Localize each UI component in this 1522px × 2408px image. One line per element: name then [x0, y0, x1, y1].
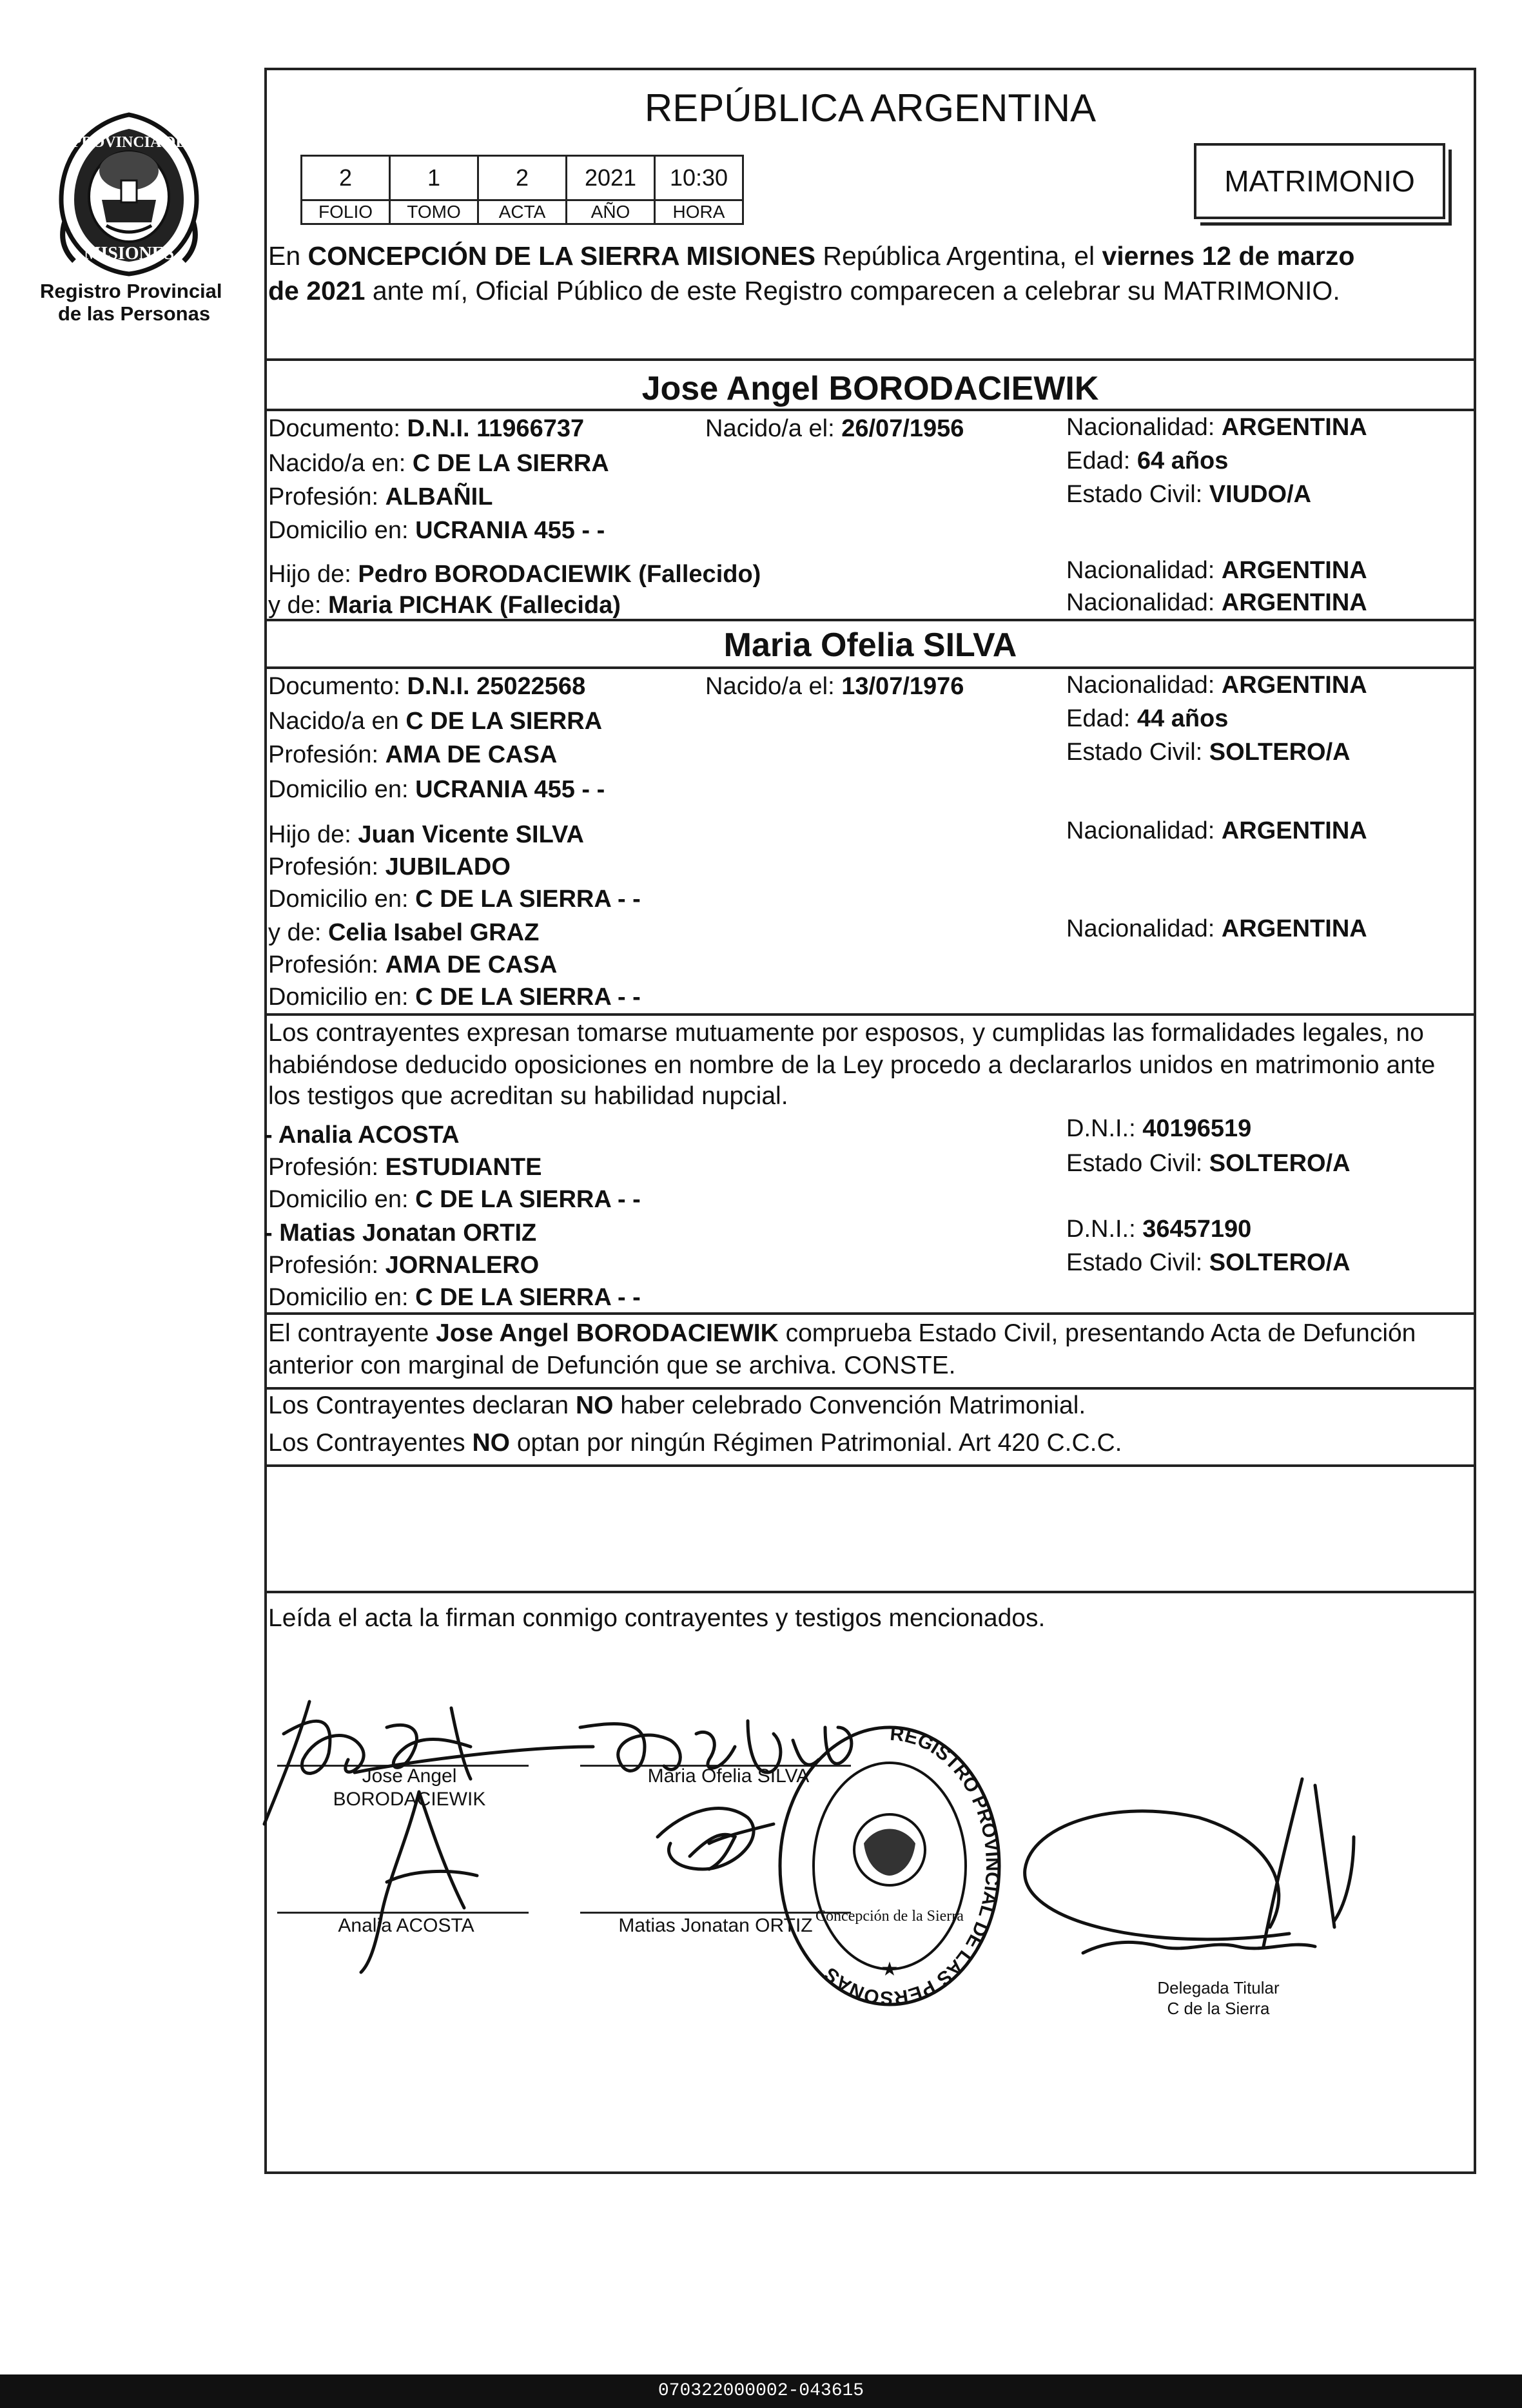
witness2-dni: D.N.I.: 36457190: [1066, 1216, 1252, 1243]
declaration-line3: los testigos que acreditan su habilidad nupcial.: [268, 1082, 788, 1110]
intro-line1: En CONCEPCIÓN DE LA SIERRA MISIONES República Argentina, el viernes 12 de marzo: [268, 241, 1355, 271]
groom-address: Domicilio en: UCRANIA 455 - -: [268, 517, 605, 544]
svg-text:PROVINCIA DE: PROVINCIA DE: [72, 134, 186, 151]
closing-statement: Leída el acta la firman conmigo contrayentes y testigos mencionados.: [268, 1604, 1046, 1632]
groom-signature-label: Jose Angel BORODACIEWIK: [333, 1765, 486, 1810]
svg-text:REGISTRO PROVINCIAL DE LAS PER: REGISTRO PROVINCIAL DE LAS PERSONAS: [820, 1723, 1004, 2009]
bride-birthplace: Nacido/a en C DE LA SIERRA: [268, 708, 603, 735]
acta-value: 2: [478, 156, 567, 200]
witness2-name: - Matias Jonatan ORTIZ: [264, 1219, 537, 1247]
acta-label: ACTA: [478, 200, 567, 224]
groom-nationality: Nacionalidad: ARGENTINA: [1066, 414, 1367, 441]
tomo-value: 1: [390, 156, 478, 200]
folio-label: FOLIO: [302, 200, 390, 224]
anio-value: 2021: [567, 156, 655, 200]
bride-civil-status: Estado Civil: SOLTERO/A: [1066, 739, 1351, 766]
declaration-line1: Los contrayentes expresan tomarse mutuamente por esposos, y cumplidas las formalidades legales, no: [268, 1019, 1424, 1047]
bride-father: Hijo de: Juan Vicente SILVA: [268, 821, 584, 848]
official-title: Delegada Titular: [1157, 1978, 1280, 1997]
bride-mother-profession: Profesión: AMA DE CASA: [268, 951, 558, 978]
groom-document: Documento: D.N.I. 11966737: [268, 415, 585, 442]
tomo-label: TOMO: [390, 200, 478, 224]
bride-birthdate: Nacido/a el: 13/07/1976: [705, 673, 964, 700]
groom-civil-status: Estado Civil: VIUDO/A: [1066, 481, 1312, 508]
official-location: C de la Sierra: [1167, 1999, 1270, 2018]
folio-value: 2: [302, 156, 390, 200]
regime-line2: Los Contrayentes NO optan por ningún Régimen Patrimonial. Art 420 C.C.C.: [268, 1429, 1122, 1457]
record-table: [300, 155, 744, 225]
groom-father-nationality: Nacionalidad: ARGENTINA: [1066, 557, 1367, 584]
divider: [264, 1312, 1476, 1315]
groom-name: Jose Angel BORODACIEWIK: [641, 370, 1099, 407]
witness1-dni: D.N.I.: 40196519: [1066, 1115, 1252, 1142]
witness2-profession: Profesión: JORNALERO: [268, 1252, 540, 1279]
bride-age: Edad: 44 años: [1066, 705, 1229, 732]
bride-document: Documento: D.N.I. 25022568: [268, 673, 586, 700]
declaration-line2: habiéndose deducido oposiciones en nombre de la Ley procedo a declararlos unidos en matrimonio ante: [268, 1051, 1436, 1079]
registry-name-line1: Registro Provincial: [40, 280, 222, 302]
note-line1: El contrayente Jose Angel BORODACIEWIK comprueba Estado Civil, presentando Acta de Defunción: [268, 1319, 1416, 1347]
divider: [264, 358, 1476, 361]
witness1-name: - Analia ACOSTA: [264, 1121, 460, 1149]
divider: [264, 619, 1476, 621]
svg-text:MISIONES: MISIONES: [83, 244, 175, 264]
witness1-profession: Profesión: ESTUDIANTE: [268, 1154, 542, 1181]
intro-line2: de 2021 ante mí, Oficial Público de este Registro comparecen a celebrar su MATRIMONIO.: [268, 276, 1340, 306]
divider: [264, 1013, 1476, 1016]
bride-name: Maria Ofelia SILVA: [723, 626, 1017, 664]
groom-age: Edad: 64 años: [1066, 447, 1229, 474]
bride-signature-label: Maria Ofelia SILVA: [647, 1765, 810, 1787]
groom-birthdate: Nacido/a el: 26/07/1956: [705, 415, 964, 442]
province-seal-logo: [52, 110, 206, 277]
bride-profession: Profesión: AMA DE CASA: [268, 741, 558, 768]
witness2-signature-label: Matias Jonatan ORTIZ: [618, 1915, 813, 1936]
groom-mother-nationality: Nacionalidad: ARGENTINA: [1066, 589, 1367, 616]
groom-birthplace: Nacido/a en: C DE LA SIERRA: [268, 450, 609, 477]
document-code: 070322000002-043615: [0, 2374, 1522, 2408]
bride-mother-nationality: Nacionalidad: ARGENTINA: [1066, 915, 1367, 942]
regime-line1: Los Contrayentes declaran NO haber celebrado Convención Matrimonial.: [268, 1392, 1086, 1419]
star-icon: ★: [881, 1959, 899, 1980]
act-type-box: [1194, 143, 1445, 219]
bride-mother: y de: Celia Isabel GRAZ: [268, 919, 540, 946]
act-type-label: MATRIMONIO: [1224, 164, 1415, 198]
bride-father-address: Domicilio en: C DE LA SIERRA - -: [268, 886, 641, 913]
divider: [264, 1591, 1476, 1593]
anio-label: AÑO: [567, 200, 655, 224]
witness1-address: Domicilio en: C DE LA SIERRA - -: [268, 1186, 641, 1213]
svg-text:Concepción de la Sierra: Concepción de la Sierra: [815, 1908, 964, 1925]
note-line2: anterior con marginal de Defunción que se archiva. CONSTE.: [268, 1352, 956, 1379]
witness1-civil-status: Estado Civil: SOLTERO/A: [1066, 1150, 1351, 1177]
country-title: REPÚBLICA ARGENTINA: [644, 86, 1097, 130]
bride-mother-address: Domicilio en: C DE LA SIERRA - -: [268, 984, 641, 1011]
groom-profession: Profesión: ALBAÑIL: [268, 483, 493, 510]
divider: [264, 1464, 1476, 1467]
bride-father-nationality: Nacionalidad: ARGENTINA: [1066, 817, 1367, 844]
witness2-civil-status: Estado Civil: SOLTERO/A: [1066, 1249, 1351, 1276]
witness2-address: Domicilio en: C DE LA SIERRA - -: [268, 1284, 641, 1311]
groom-mother: y de: Maria PICHAK (Fallecida): [268, 592, 621, 619]
groom-father: Hijo de: Pedro BORODACIEWIK (Fallecido): [268, 561, 761, 588]
hora-label: HORA: [655, 200, 743, 224]
registry-name-line2: de las Personas: [58, 302, 211, 325]
bride-nationality: Nacionalidad: ARGENTINA: [1066, 672, 1367, 699]
witness1-signature-label: Analia ACOSTA: [338, 1915, 474, 1936]
hora-value: 10:30: [655, 156, 743, 200]
official-stamp: [767, 1714, 1012, 2017]
bride-address: Domicilio en: UCRANIA 455 - -: [268, 776, 605, 803]
bride-father-profession: Profesión: JUBILADO: [268, 853, 511, 880]
